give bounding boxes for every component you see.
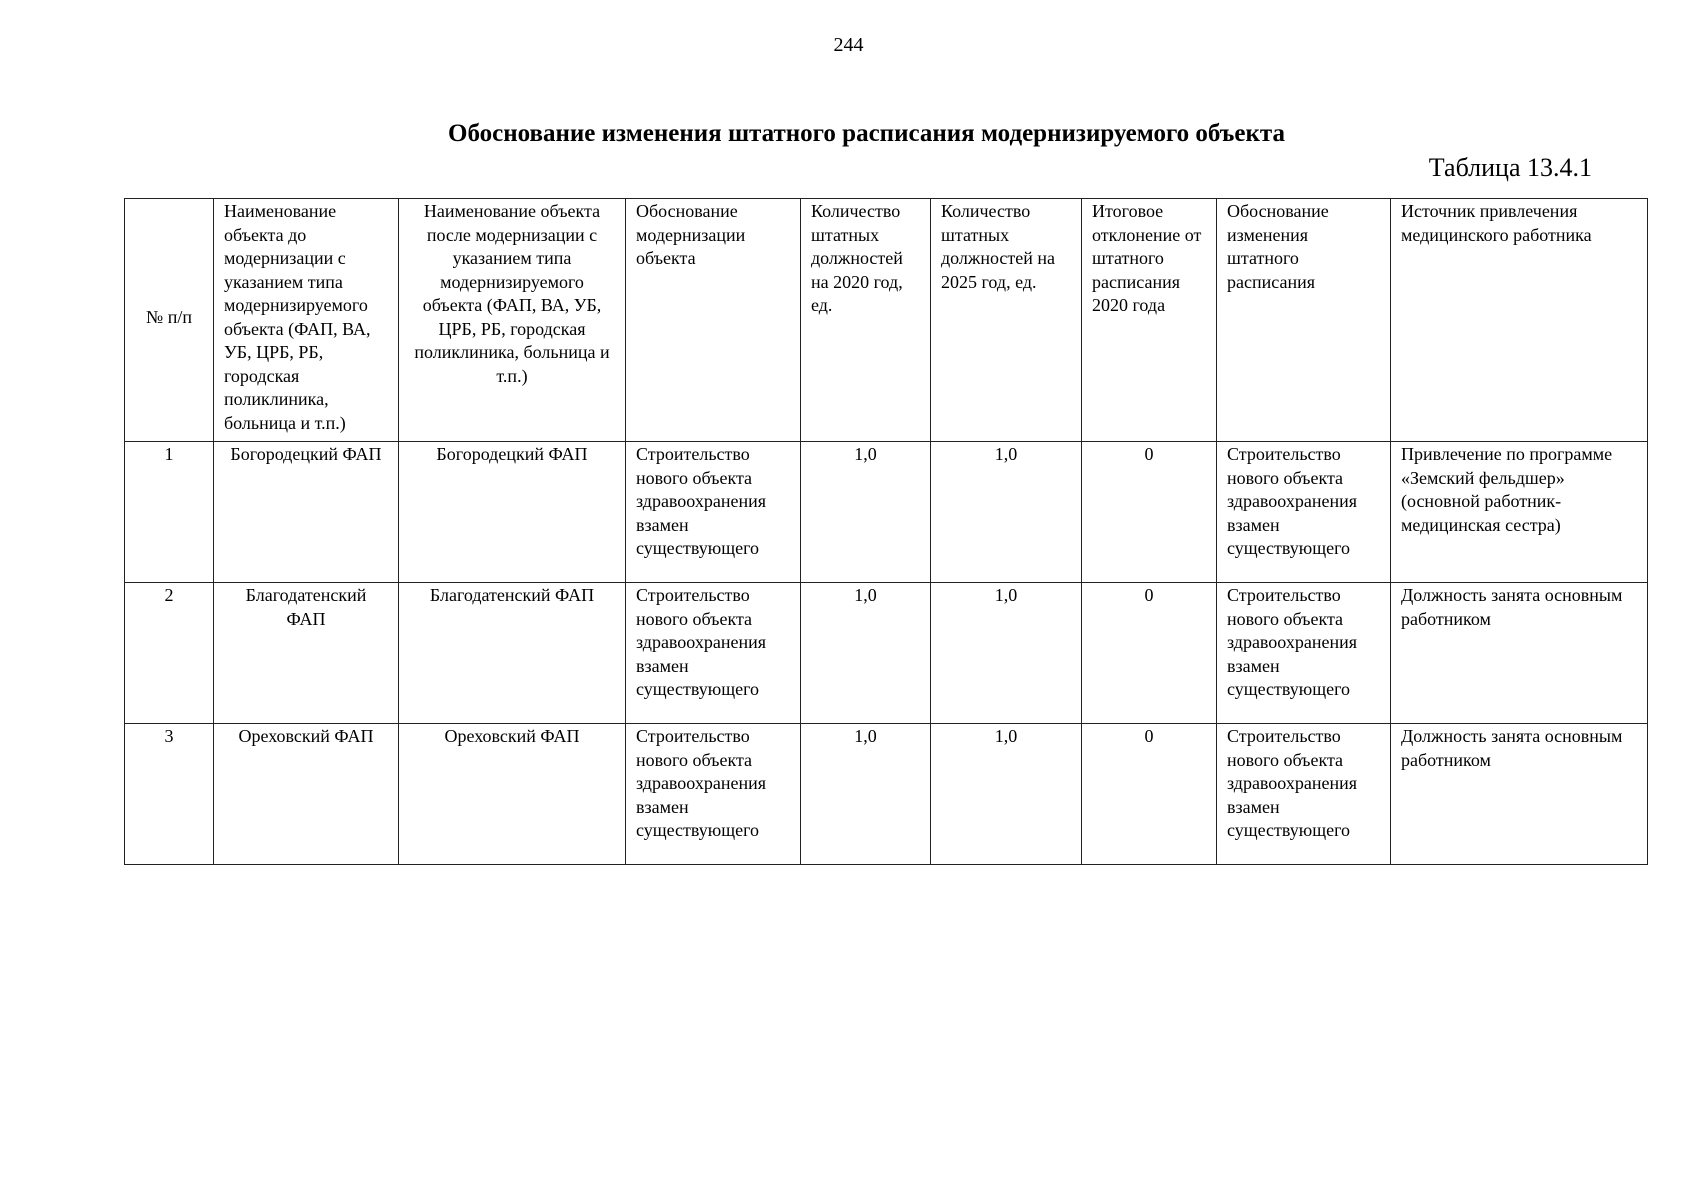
cell-staff-2025: 1,0 bbox=[931, 724, 1082, 865]
header-object-after: Наименование объекта после модернизации с указанием типа модернизируемого объекта (ФАП, ВА, УБ, ЦРБ, РБ, городская поликлиника, больница и т.п.) bbox=[399, 199, 626, 442]
cell-object-before: Благодатенский ФАП bbox=[214, 583, 399, 724]
header-staff-2025: Количество штатных должностей на 2025 год, ед. bbox=[931, 199, 1082, 442]
header-worker-source: Источник привлечения медицинского работника bbox=[1391, 199, 1648, 442]
header-staff-change-justification: Обоснование изменения штатного расписания bbox=[1217, 199, 1391, 442]
header-modernization-justification: Обоснование модернизации объекта bbox=[626, 199, 801, 442]
cell-object-after: Ореховский ФАП bbox=[399, 724, 626, 865]
table-caption: Таблица 13.4.1 bbox=[1428, 153, 1592, 182]
table-row bbox=[125, 583, 1648, 724]
header-object-before: Наименование объекта до модернизации с указанием типа модернизируемого объекта (ФАП, ВА, УБ, ЦРБ, РБ, городская поликлиника, больница и т.п.) bbox=[214, 199, 399, 442]
table-header-row bbox=[125, 199, 1648, 442]
header-staff-2020: Количество штатных должностей на 2020 год, ед. bbox=[801, 199, 931, 442]
cell-number: 3 bbox=[125, 724, 214, 865]
cell-staff-2020: 1,0 bbox=[801, 724, 931, 865]
cell-modernization-justification: Строительство нового объекта здравоохранения взамен существующего bbox=[626, 724, 801, 865]
cell-staff-change-justification: Строительство нового объекта здравоохранения взамен существующего bbox=[1217, 724, 1391, 865]
staffing-justification-table bbox=[124, 198, 1648, 865]
cell-worker-source: Должность занята основным работником bbox=[1391, 583, 1648, 724]
cell-staff-2020: 1,0 bbox=[801, 583, 931, 724]
cell-modernization-justification: Строительство нового объекта здравоохранения взамен существующего bbox=[626, 583, 801, 724]
cell-modernization-justification: Строительство нового объекта здравоохранения взамен существующего bbox=[626, 442, 801, 583]
cell-staff-2025: 1,0 bbox=[931, 442, 1082, 583]
table-row bbox=[125, 724, 1648, 865]
header-total-deviation: Итоговое отклонение от штатного расписания 2020 года bbox=[1082, 199, 1217, 442]
cell-staff-change-justification: Строительство нового объекта здравоохранения взамен существующего bbox=[1217, 442, 1391, 583]
cell-object-after: Благодатенский ФАП bbox=[399, 583, 626, 724]
cell-total-deviation: 0 bbox=[1082, 583, 1217, 724]
cell-staff-2020: 1,0 bbox=[801, 442, 931, 583]
page-number: 244 bbox=[833, 34, 864, 56]
cell-number: 2 bbox=[125, 583, 214, 724]
table-row bbox=[125, 442, 1648, 583]
cell-staff-change-justification: Строительство нового объекта здравоохранения взамен существующего bbox=[1217, 583, 1391, 724]
cell-worker-source: Должность занята основным работником bbox=[1391, 724, 1648, 865]
cell-total-deviation: 0 bbox=[1082, 442, 1217, 583]
cell-staff-2025: 1,0 bbox=[931, 583, 1082, 724]
document-title: Обоснование изменения штатного расписания модернизируемого объекта bbox=[448, 120, 1285, 147]
cell-number: 1 bbox=[125, 442, 214, 583]
header-number: № п/п bbox=[125, 199, 214, 442]
cell-total-deviation: 0 bbox=[1082, 724, 1217, 865]
cell-object-before: Ореховский ФАП bbox=[214, 724, 399, 865]
cell-worker-source: Привлечение по программе «Земский фельдшер» (основной работник- медицинская сестра) bbox=[1391, 442, 1648, 583]
cell-object-after: Богородецкий ФАП bbox=[399, 442, 626, 583]
cell-object-before: Богородецкий ФАП bbox=[214, 442, 399, 583]
